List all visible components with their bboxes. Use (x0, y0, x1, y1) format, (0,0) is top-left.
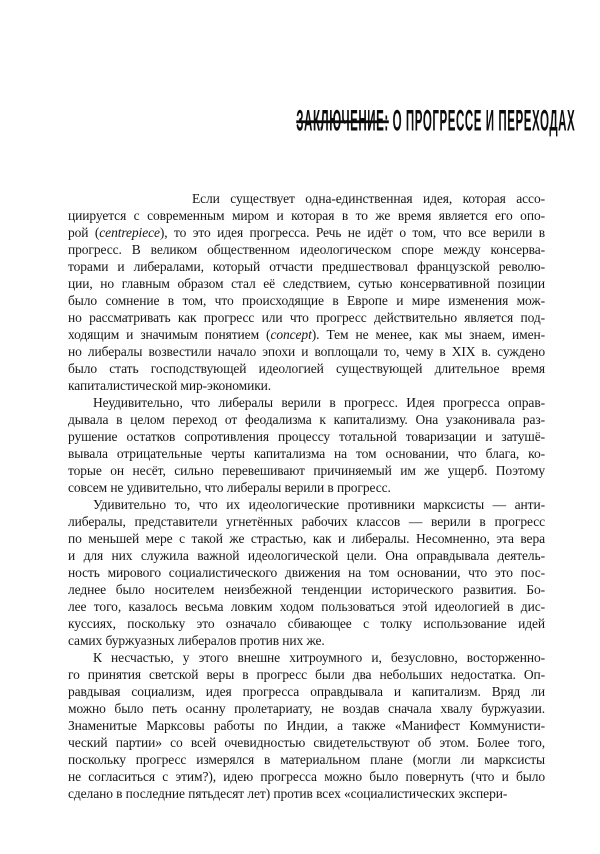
text-line: сделано в последние пятьдесят лет) против всех «социалистических экспери- (68, 786, 508, 801)
page-body (68, 190, 545, 802)
text-line: куссиях, поскольку это означало сбивающее с толку использование идей (68, 616, 545, 631)
text-line: Если существует одна-единственная идея, которая ассо- (192, 191, 545, 206)
text-line: самих буржуазных либералов против них же. (68, 633, 325, 648)
text-line: поскольку прогресс измерялся в материальном плане (могли ли марксисты (68, 752, 545, 767)
text-line: рушение остатков сопротивления процессу тотальной товаризации и затушё- (68, 429, 545, 444)
chapter-title (68, 104, 576, 138)
text-line: торами и либералами, который отчасти предшествовал французской револю- (68, 259, 545, 274)
chapter-title-rest: О ПРОГРЕССЕ И ПЕРЕХОДАХ (392, 104, 576, 138)
text-line: прогресс. В великом общественном идеологическом споре между консерва- (68, 242, 545, 257)
text-line: либералы, представители угнетённых рабочих классов — верили в прогресс (68, 514, 545, 529)
text-line: К несчастью, у этого внешне хитроумного и, безусловно, восторженно- (93, 650, 545, 665)
text-line: было сомнение в том, что происходящие в Европе и мире изменения мож- (68, 293, 545, 308)
paragraph (68, 190, 545, 394)
text-line: совсем не удивительно, что либералы верили в прогресс. (68, 480, 391, 495)
paragraph (68, 649, 545, 802)
text-line: капиталистической мир-экономики. (68, 378, 272, 393)
text-line: было стать господствующей идеологией существующей длительное время (68, 361, 545, 376)
text-line: Удивительно то, что их идеологические противники марксисты — анти- (93, 497, 545, 512)
text-line: го принятия светской веры в прогресс были два небольших недостатка. Оп- (68, 667, 545, 682)
text-line: торые он несёт, сильно перевешивают причиняемый им же ущерб. Поэтому (68, 463, 545, 478)
text-line: вывала отрицательные черты капитализма на том основании, что блага, ко- (68, 446, 545, 461)
text-line: но рассматривать как прогресс или что прогресс действительно является под- (68, 310, 545, 325)
text-line: но либералы возвестили начало эпохи и воплощали то, чему в XIX в. суждено (68, 344, 545, 359)
text-line: ходящим и значимым понятием (concept). Тем не менее, как мы знаем, имен- (68, 327, 545, 342)
text-line: равдывая социализм, идея прогресса оправдывала и капитализм. Вряд ли (68, 684, 545, 699)
text-line: по меньшей мере с такой же страстью, как и либералы. Несомненно, эта вера (68, 531, 545, 546)
text-line: ческий партии» со всей очевидностью свидетельствуют об этом. Более того, (68, 735, 545, 750)
chapter-title-struck-word: ЗАКЛЮЧЕНИЕ: (296, 104, 389, 138)
text-line: ность мирового социалистического движения на том основании, что это пос- (68, 565, 545, 580)
paragraph (68, 394, 545, 496)
chapter-title-text (296, 105, 575, 139)
text-line: дывала в целом переход от феодализма к капитализму. Она узаконивала раз- (68, 412, 545, 427)
text-line: лее того, казалось весьма ловким ходом пользоваться этой идеологией в дис- (68, 599, 545, 614)
text-line: Неудивительно, что либералы верили в прогресс. Идея прогресса оправ- (93, 395, 545, 410)
text-line: ции, но главным образом стал её следствием, сутью консервативной позиции (68, 276, 545, 291)
text-line: леднее было носителем неизбежной тенденции исторического развития. Бо- (68, 582, 545, 597)
paragraph (68, 496, 545, 649)
text-line: можно было петь осанну пролетариату, не воздав сначала хвалу буржуазии. (68, 701, 545, 716)
text-line: рой (centrepiece), то это идея прогресса. Речь не идёт о том, что все верили в (68, 225, 545, 240)
text-line: Знаменитые Марксовы работы по Индии, а также «Манифест Коммунисти- (68, 718, 545, 733)
text-line: не согласиться с этим?), идею прогресса можно было повернуть (что и было (68, 769, 545, 784)
text-line: циируется с современным миром и которая в то же время является его опо- (68, 208, 545, 223)
text-line: и для них служила важной идеологической цели. Она оправдывала деятель- (68, 548, 545, 563)
